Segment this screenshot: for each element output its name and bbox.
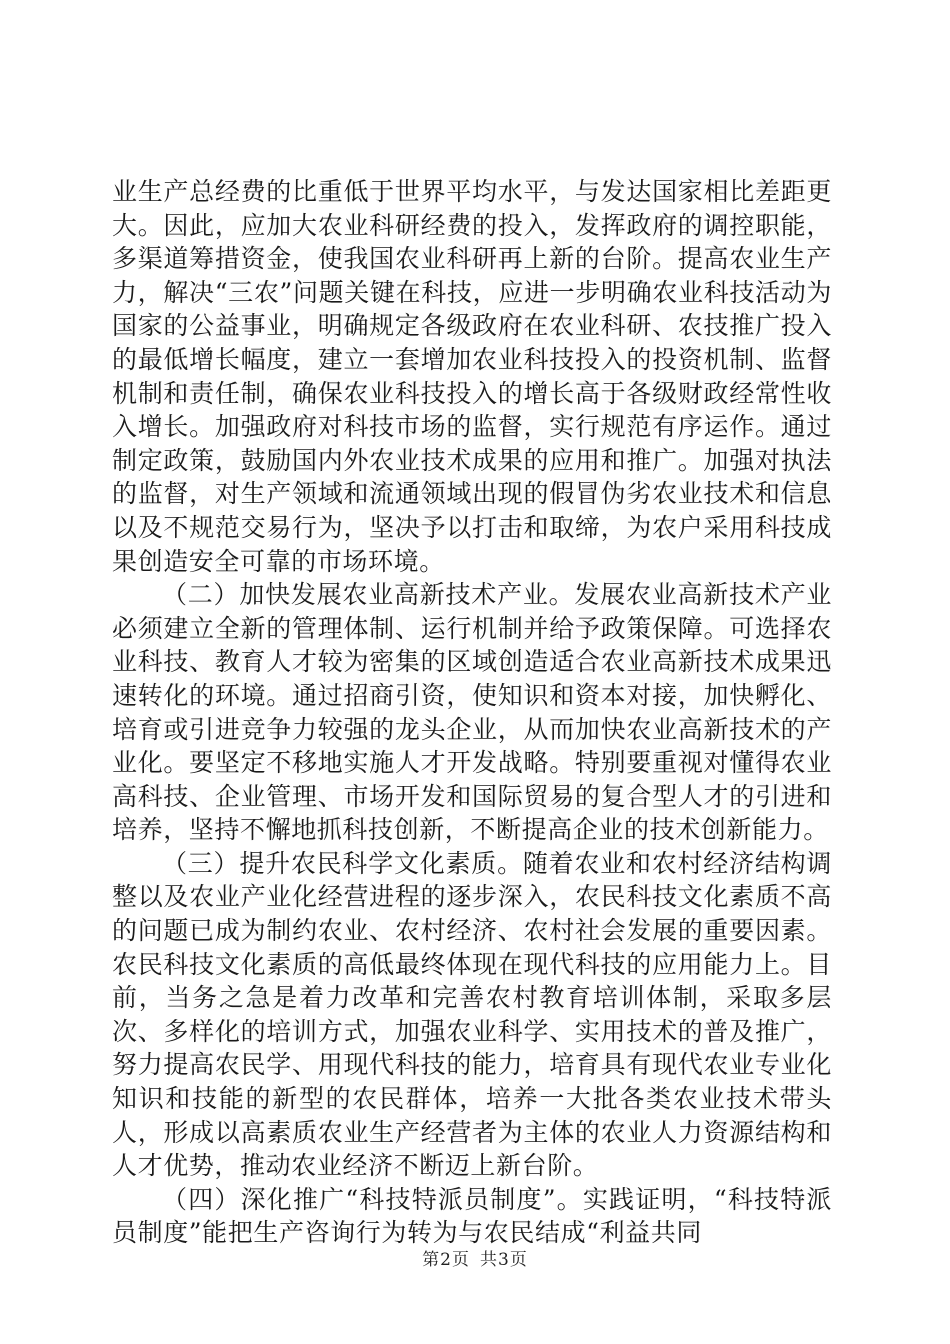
paragraph-section-2: （二）加快发展农业高新技术产业。发展农业高新技术产业必须建立全新的管理体制、运行机制并给予政策保障。可选择农业科技、教育人才较为密集的区域创造适合农业高新技术成果迅速转化的环境。通过招商引资，使知识和资本对接，加快孵化、培育或引进竞争力较强的龙头企业，从而加快农业高新技术的产业化。要坚定不移地实施人才开发战略。特别要重视对懂得农业高科技、企业管理、市场开发和国际贸易的复合型人才的引进和培养，坚持不懈地抓科技创新，不断提高企业的技术创新能力。 (112, 580, 832, 845)
paragraph-continuation: 业生产总经费的比重低于世界平均水平，与发达国家相比差距更大。因此，应加大农业科研经费的投入，发挥政府的调控职能，多渠道筹措资金，使我国农业科研再上新的台阶。提高农业生产力，解决“三农”问题关键在科技，应进一步明确农业科技活动为国家的公益事业，明确规定各级政府在农业科研、农技推广投入的最低增长幅度，建立一套增加农业科技投入的投资机制、监督机制和责任制，确保农业科技投入的增长高于各级财政经常性收入增长。加强政府对科技市场的监督，实行规范有序运作。通过制定政策，鼓励国内外农业技术成果的应用和推广。加强对执法的监督，对生产领域和流通领域出现的假冒伪劣农业技术和信息以及不规范交易行为，坚决予以打击和取缔，为农户采用科技成果创造安全可靠的市场环境。 (112, 177, 832, 576)
page-number-total: 共3页 (480, 1250, 528, 1270)
paragraph-section-4: （四）深化推广“科技特派员制度”。实践证明，“科技特派员制度”能把生产咨询行为转为与农民结成“利益共同 (112, 1184, 832, 1248)
paragraph-section-3: （三）提升农民科学文化素质。随着农业和农村经济结构调整以及农业产业化经营进程的逐步深入，农民科技文化素质不高的问题已成为制约农业、农村经济、农村社会发展的重要因素。农民科技文化素质的高低最终体现在现代科技的应用能力上。目前，当务之急是着力改革和完善农村教育培训体制，采取多层次、多样化的培训方式，加强农业科学、实用技术的普及推广，努力提高农民学、用现代科技的能力，培育具有现代农业专业化知识和技能的新型的农民群体，培养一大批各类农业技术带头人，形成以高素质农业生产经营者为主体的农业人力资源结构和人才优势，推动农业经济不断迈上新台阶。 (112, 848, 832, 1181)
document-body (112, 175, 832, 1250)
page-footer (0, 1245, 950, 1270)
page-number-current: 第2页 (422, 1250, 470, 1270)
